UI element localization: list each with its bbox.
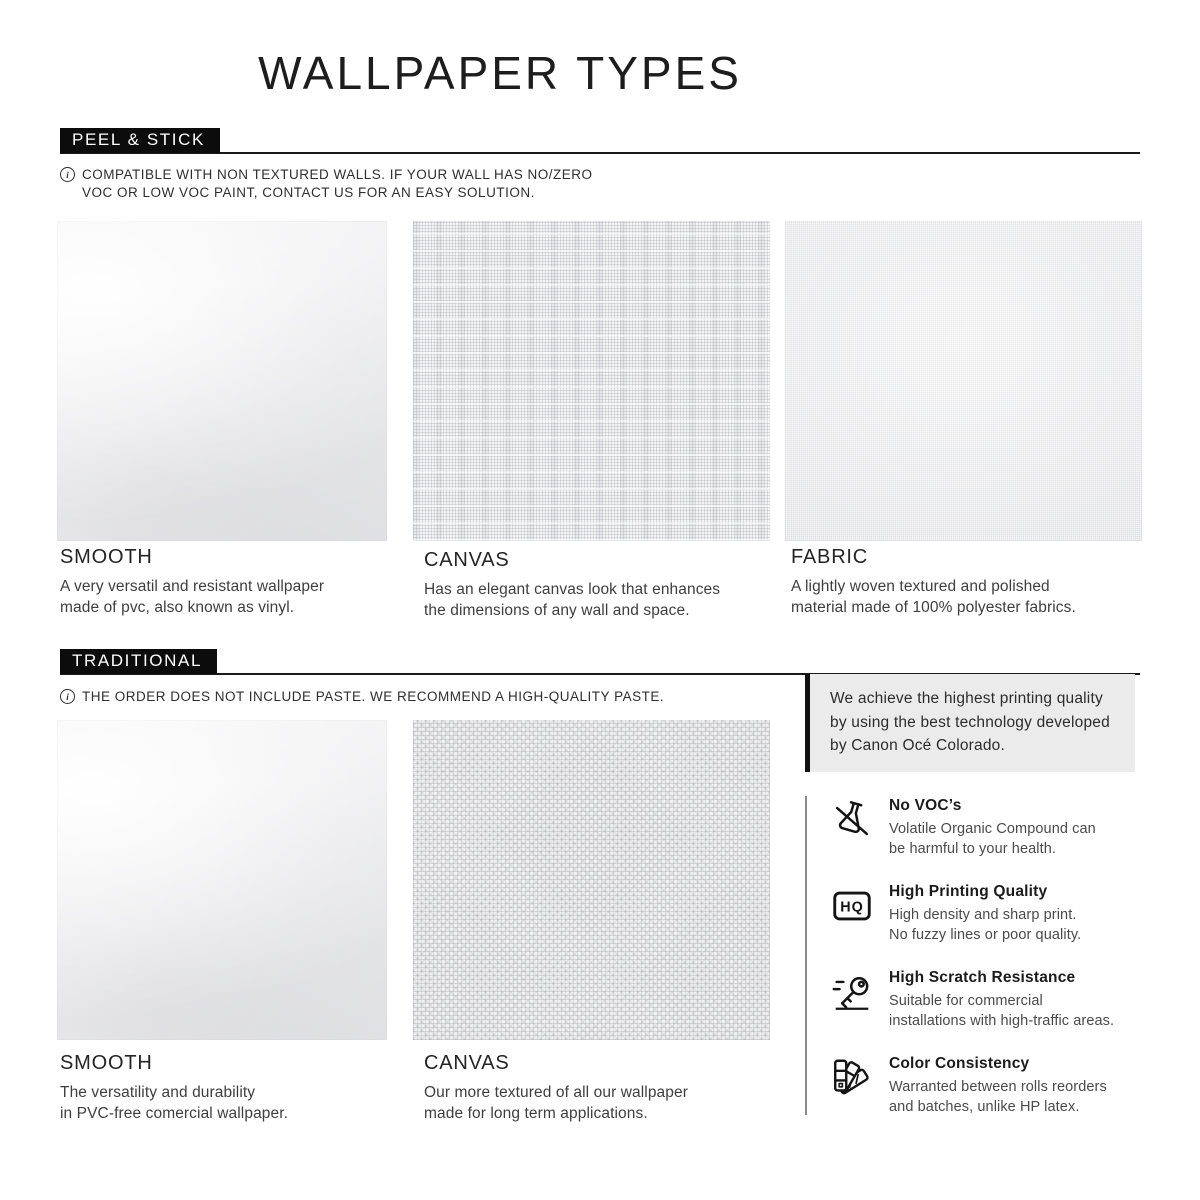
feature-title: No VOC’s xyxy=(889,797,962,814)
section-note-peel-stick xyxy=(60,166,593,202)
item-caption-canvas-traditional xyxy=(424,1052,776,1124)
feature-desc-line: High density and sharp print. xyxy=(889,907,1077,923)
item-name: CANVAS xyxy=(424,1052,510,1074)
item-name: SMOOTH xyxy=(60,546,153,568)
printing-quality-quote: We achieve the highest printing quality by using the best technology developed by Canon Océ Colorado. xyxy=(805,674,1135,772)
item-name: SMOOTH xyxy=(60,1052,153,1074)
item-caption-canvas xyxy=(424,549,776,621)
no-voc-flask-icon xyxy=(829,797,875,843)
item-desc-line: Our more textured of all our wallpaper xyxy=(424,1084,688,1101)
item-desc-line: material made of 100% polyester fabrics. xyxy=(791,599,1076,616)
section-label-peel-stick: PEEL & STICK xyxy=(60,128,220,153)
section-label-traditional: TRADITIONAL xyxy=(60,649,217,674)
feature-no-voc xyxy=(829,797,1135,859)
feature-desc-line: and batches, unlike HP latex. xyxy=(889,1099,1080,1115)
feature-desc-line: be harmful to your health. xyxy=(889,841,1057,857)
item-caption-fabric xyxy=(791,546,1143,618)
section-header-peel-stick xyxy=(60,128,1140,154)
feature-desc-line: Suitable for commercial xyxy=(889,993,1043,1009)
texture-swatch-smooth xyxy=(57,221,387,541)
hq-badge-text: HQ xyxy=(840,899,864,916)
feature-desc-line: installations with high-traffic areas. xyxy=(889,1013,1115,1029)
scratch-key-icon xyxy=(829,969,875,1015)
color-swatches-icon xyxy=(829,1055,875,1101)
item-caption-smooth xyxy=(60,546,412,618)
feature-desc-line: Volatile Organic Compound can xyxy=(889,821,1096,837)
item-desc-line: A very versatil and resistant wallpaper xyxy=(60,578,325,595)
item-desc-line: in PVC-free comercial wallpaper. xyxy=(60,1105,289,1122)
item-desc-line: The versatility and durability xyxy=(60,1084,256,1101)
info-icon: i xyxy=(60,167,75,182)
feature-high-scratch-resistance xyxy=(829,969,1135,1031)
item-desc-line: A lightly woven textured and polished xyxy=(791,578,1050,595)
item-name: CANVAS xyxy=(424,549,510,571)
section-divider-line xyxy=(60,152,1140,154)
item-desc-line: made for long term applications. xyxy=(424,1105,648,1122)
hq-badge-icon xyxy=(829,883,875,929)
page-title: WALLPAPER TYPES xyxy=(258,47,742,99)
texture-swatch-canvas-traditional xyxy=(413,720,770,1040)
texture-swatch-smooth-traditional xyxy=(57,720,387,1040)
item-desc-line: the dimensions of any wall and space. xyxy=(424,602,690,619)
item-desc-line: made of pvc, also known as vinyl. xyxy=(60,599,295,616)
texture-swatch-fabric xyxy=(785,221,1142,541)
feature-title: High Printing Quality xyxy=(889,883,1048,900)
feature-desc-line: Warranted between rolls reorders xyxy=(889,1079,1107,1095)
texture-swatch-canvas xyxy=(413,221,770,541)
section-header-traditional xyxy=(60,649,1140,675)
section-note-traditional xyxy=(60,688,664,706)
features-rail-line xyxy=(805,796,807,1115)
feature-title: Color Consistency xyxy=(889,1055,1030,1072)
note-line: VOC OR LOW VOC PAINT, CONTACT US FOR AN EASY SOLUTION. xyxy=(82,185,535,200)
feature-high-printing-quality xyxy=(829,883,1135,945)
feature-title: High Scratch Resistance xyxy=(889,969,1076,986)
item-name: FABRIC xyxy=(791,546,869,568)
feature-desc-line: No fuzzy lines or poor quality. xyxy=(889,927,1082,943)
item-desc-line: Has an elegant canvas look that enhances xyxy=(424,581,721,598)
feature-color-consistency xyxy=(829,1055,1135,1117)
info-icon: i xyxy=(60,689,75,704)
note-line: THE ORDER DOES NOT INCLUDE PASTE. WE RECOMMEND A HIGH-QUALITY PASTE. xyxy=(82,689,665,704)
item-caption-smooth-traditional xyxy=(60,1052,412,1124)
note-line: COMPATIBLE WITH NON TEXTURED WALLS. IF YOUR WALL HAS NO/ZERO xyxy=(82,167,593,182)
